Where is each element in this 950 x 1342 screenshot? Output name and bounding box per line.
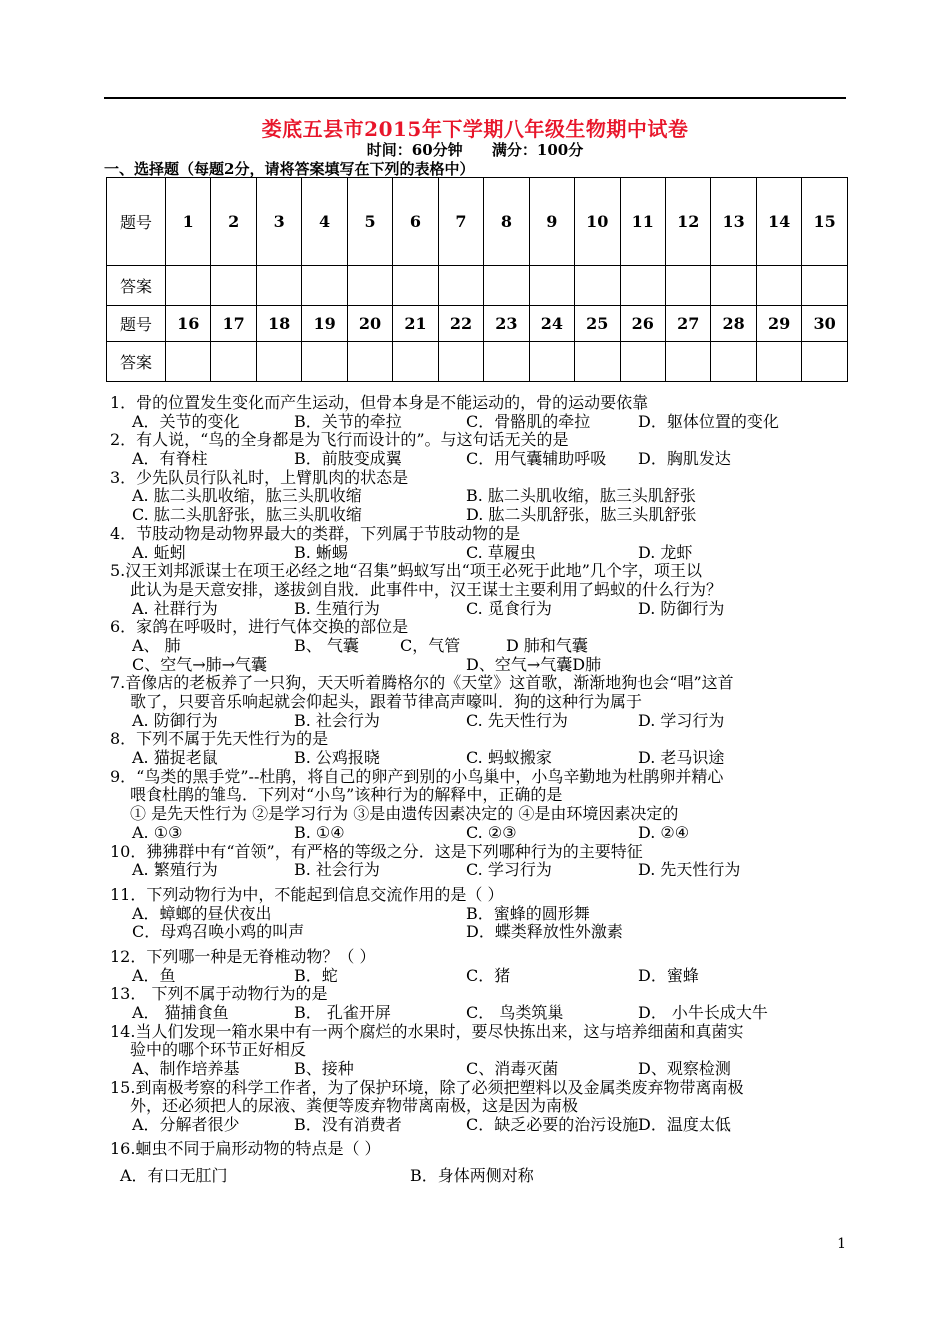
answer-option: B. 肱二头肌收缩，肱三头肌舒张 bbox=[466, 486, 696, 506]
answer-cell[interactable] bbox=[711, 342, 756, 382]
question-number-cell: 7 bbox=[438, 178, 483, 266]
option-row bbox=[110, 487, 850, 506]
answer-option: D．躯体位置的变化 bbox=[638, 411, 779, 431]
answer-option: A．有脊柱 bbox=[132, 449, 208, 469]
question-number-cell: 25 bbox=[575, 306, 620, 342]
answer-option: D. 学习行为 bbox=[638, 710, 725, 730]
question-stem: 6．家鸽在呼吸时，进行气体交换的部位是 bbox=[110, 617, 409, 637]
row-label: 题号 bbox=[107, 178, 166, 266]
answer-option: D、观察检测 bbox=[638, 1059, 731, 1079]
answer-option: C． 鸟类筑巢 bbox=[466, 1003, 564, 1022]
answer-option: B．蛇 bbox=[294, 965, 338, 985]
option-row bbox=[110, 450, 850, 469]
answer-option: A. 繁殖行为 bbox=[132, 860, 218, 880]
question-stem: 喂食杜鹃的雏鸟．下列对“小鸟”该种行为的解释中，正确的是 bbox=[130, 785, 563, 805]
answer-option: B．前肢变成翼 bbox=[294, 449, 402, 469]
option-row bbox=[110, 1167, 850, 1186]
answer-option: C、空气→肺→气囊 bbox=[132, 654, 268, 674]
answer-option: C. 草履虫 bbox=[466, 542, 536, 562]
row-label: 答案 bbox=[107, 266, 166, 306]
header-rule bbox=[104, 97, 846, 99]
answer-option: B. 社会行为 bbox=[294, 860, 380, 880]
question-stem: 验中的哪个环节正好相反 bbox=[130, 1040, 307, 1060]
question-stem: 11．下列动物行为中，不能起到信息交流作用的是（ ） bbox=[110, 884, 504, 904]
answer-cell[interactable] bbox=[484, 342, 529, 382]
exam-score: 满分：100分 bbox=[491, 141, 584, 159]
question-stem: 10．狒狒群中有“首领”，有严格的等级之分．这是下列哪种行为的主要特征 bbox=[110, 841, 643, 861]
option-row bbox=[110, 413, 850, 432]
question-stem: 4．节肢动物是动物界最大的类群，下列属于节肢动物的是 bbox=[110, 523, 521, 543]
answer-option: A．蟑螂的昼伏夜出 bbox=[132, 903, 272, 923]
answer-option: C．缺乏必要的治污设施 bbox=[466, 1115, 639, 1135]
answer-option: D．蜜蜂 bbox=[638, 965, 699, 985]
option-row bbox=[110, 824, 850, 843]
question-stem: ① 是先天性行为 ②是学习行为 ③是由遗传因素决定的 ④是由环境因素决定的 bbox=[130, 804, 679, 824]
question-stem: 1．骨的位置发生变化而产生运动，但骨本身是不能运动的，骨的运动要依靠 bbox=[110, 393, 649, 412]
answer-cell[interactable] bbox=[529, 342, 574, 382]
question-stem: 12．下列哪一种是无脊椎动物？（ ） bbox=[110, 946, 376, 966]
question-number-cell: 2 bbox=[211, 178, 256, 266]
table-row bbox=[107, 306, 848, 342]
question-number-cell: 12 bbox=[665, 178, 710, 266]
answer-cell[interactable] bbox=[256, 342, 301, 382]
answer-cell[interactable] bbox=[575, 266, 620, 306]
answer-cell[interactable] bbox=[256, 266, 301, 306]
question-number-cell: 1 bbox=[166, 178, 211, 266]
answer-cell[interactable] bbox=[166, 342, 211, 382]
question-number-cell: 26 bbox=[620, 306, 665, 342]
answer-option: C. 先天性行为 bbox=[466, 710, 568, 730]
answer-option: B、 气囊 bbox=[294, 635, 359, 655]
question-stem: 14.当人们发现一箱水果中有一两个腐烂的水果时，要尽快拣出来，这与培养细菌和真菌实 bbox=[110, 1021, 744, 1041]
answer-option: D. 先天性行为 bbox=[638, 860, 741, 880]
question-number-cell: 22 bbox=[438, 306, 483, 342]
answer-option: B. 蜥蜴 bbox=[294, 542, 348, 562]
option-row bbox=[110, 905, 850, 924]
answer-option: D． 小牛长成大牛 bbox=[638, 1003, 768, 1022]
answer-option: D 肺和气囊 bbox=[506, 635, 588, 655]
question-stem: 5.汉王刘邦派谋士在项王必经之地“召集”蚂蚁写出“项王必死于此地”几个字，项王以 bbox=[110, 561, 702, 581]
question-stem: 13． 下列不属于动物行为的是 bbox=[110, 984, 328, 1004]
exam-info bbox=[0, 139, 950, 160]
question-number-cell: 16 bbox=[166, 306, 211, 342]
option-row bbox=[110, 712, 850, 731]
answer-cell[interactable] bbox=[802, 342, 848, 382]
question-number-cell: 21 bbox=[393, 306, 438, 342]
answer-option: B．没有消费者 bbox=[294, 1115, 402, 1135]
answer-option: D. ②④ bbox=[638, 822, 690, 842]
answer-cell[interactable] bbox=[393, 266, 438, 306]
answer-option: B. 公鸡报晓 bbox=[294, 748, 380, 768]
answer-option: C，气管 bbox=[400, 635, 461, 655]
question-stem: 8．下列不属于先天性行为的是 bbox=[110, 729, 329, 749]
answer-option: A. 肱二头肌收缩，肱三头肌收缩 bbox=[132, 486, 362, 506]
answer-option: D、空气→气囊D肺 bbox=[466, 654, 602, 674]
question-stem: 7.音像店的老板养了一只狗，天天听着腾格尔的《天堂》这首歌，渐渐地狗也会“唱”这首 bbox=[110, 673, 734, 693]
question-number-cell: 19 bbox=[302, 306, 347, 342]
row-label: 答案 bbox=[107, 342, 166, 382]
answer-cell[interactable] bbox=[756, 266, 801, 306]
answer-cell[interactable] bbox=[347, 266, 392, 306]
answer-option: D．胸肌发达 bbox=[638, 449, 731, 469]
question-stem: 外，还必须把人的尿液、粪便等废弃物带离南极，这是因为南极 bbox=[130, 1096, 579, 1116]
answer-option: C. 学习行为 bbox=[466, 860, 552, 880]
option-row bbox=[110, 749, 850, 768]
option-row bbox=[110, 637, 850, 656]
answer-cell[interactable] bbox=[620, 266, 665, 306]
answer-option: D. 防御行为 bbox=[638, 598, 725, 618]
answer-cell[interactable] bbox=[438, 266, 483, 306]
option-row bbox=[110, 861, 850, 880]
answer-option: C、消毒灭菌 bbox=[466, 1059, 559, 1079]
answer-option: C．猪 bbox=[466, 965, 511, 985]
answer-cell[interactable] bbox=[302, 266, 347, 306]
question-number-cell: 15 bbox=[802, 178, 848, 266]
question-number-cell: 14 bbox=[756, 178, 801, 266]
option-row bbox=[110, 923, 850, 942]
answer-cell[interactable] bbox=[166, 266, 211, 306]
answer-option: C. 蚂蚁搬家 bbox=[466, 748, 552, 768]
option-row bbox=[110, 1060, 850, 1079]
answer-option: A. ①③ bbox=[132, 822, 183, 842]
answer-option: C. 觅食行为 bbox=[466, 598, 552, 618]
question-number-cell: 28 bbox=[711, 306, 756, 342]
answer-cell[interactable] bbox=[393, 342, 438, 382]
question-number-cell: 3 bbox=[256, 178, 301, 266]
answer-option: D. 老马识途 bbox=[638, 748, 725, 768]
answer-option: C．母鸡召唤小鸡的叫声 bbox=[132, 922, 305, 942]
question-number-cell: 20 bbox=[347, 306, 392, 342]
answer-option: D．温度太低 bbox=[638, 1115, 731, 1135]
answer-cell[interactable] bbox=[711, 266, 756, 306]
answer-option: A. 蚯蚓 bbox=[132, 542, 186, 562]
question-number-cell: 8 bbox=[484, 178, 529, 266]
answer-option: A. 防御行为 bbox=[132, 710, 218, 730]
answer-option: B、接种 bbox=[294, 1059, 354, 1079]
page-number: 1 bbox=[837, 1236, 846, 1252]
question-number-cell: 29 bbox=[756, 306, 801, 342]
answer-cell[interactable] bbox=[620, 342, 665, 382]
question-number-cell: 11 bbox=[620, 178, 665, 266]
answer-cell[interactable] bbox=[529, 266, 574, 306]
answer-cell[interactable] bbox=[802, 266, 848, 306]
question-number-cell: 5 bbox=[347, 178, 392, 266]
page-title: 娄底五县市2015年下学期八年级生物期中试卷 bbox=[261, 117, 689, 141]
answer-option: A. 猫捉老鼠 bbox=[132, 748, 218, 768]
answer-option: C．用气囊辅助呼吸 bbox=[466, 449, 607, 469]
option-row bbox=[110, 1116, 850, 1135]
answer-table bbox=[106, 177, 848, 382]
question-stem: 9．“鸟类的黑手党”--杜鹃，将自己的卵产到别的小鸟巢中，小鸟辛勤地为杜鹃卵并精心 bbox=[110, 766, 724, 786]
answer-option: B. 社会行为 bbox=[294, 710, 380, 730]
question-list bbox=[110, 394, 850, 1185]
answer-cell[interactable] bbox=[211, 342, 256, 382]
question-number-cell: 17 bbox=[211, 306, 256, 342]
question-stem: 此认为是天意安排，遂拔剑自戕．此事件中，汉王谋士主要利用了蚂蚁的什么行为？ bbox=[130, 579, 723, 599]
answer-option: D．蝶类释放性外激素 bbox=[466, 922, 623, 942]
answer-option: C．骨骼肌的牵拉 bbox=[466, 411, 591, 431]
answer-option: A、制作培养基 bbox=[132, 1059, 240, 1079]
question-number-cell: 27 bbox=[665, 306, 710, 342]
question-stem: 3．少先队员行队礼时，上臂肌肉的状态是 bbox=[110, 467, 409, 487]
option-row bbox=[110, 656, 850, 675]
question-number-cell: 24 bbox=[529, 306, 574, 342]
answer-option: B． 孔雀开屏 bbox=[294, 1003, 391, 1022]
question-number-cell: 30 bbox=[802, 306, 848, 342]
question-number-cell: 4 bbox=[302, 178, 347, 266]
option-row bbox=[110, 544, 850, 563]
answer-option: A．分解者很少 bbox=[132, 1115, 240, 1135]
question-stem: 16.蛔虫不同于扁形动物的特点是（ ） bbox=[110, 1138, 381, 1158]
answer-option: B. ①④ bbox=[294, 822, 345, 842]
answer-option: C. ②③ bbox=[466, 822, 517, 842]
exam-time: 时间：60分钟 bbox=[366, 141, 463, 159]
answer-cell[interactable] bbox=[756, 342, 801, 382]
answer-cell[interactable] bbox=[211, 266, 256, 306]
answer-cell[interactable] bbox=[438, 342, 483, 382]
answer-cell[interactable] bbox=[575, 342, 620, 382]
answer-option: A. 社群行为 bbox=[132, 598, 218, 618]
answer-option: C. 肱二头肌舒张，肱三头肌收缩 bbox=[132, 505, 362, 525]
option-row bbox=[110, 506, 850, 525]
question-number-cell: 6 bbox=[393, 178, 438, 266]
option-row bbox=[110, 600, 850, 619]
answer-cell[interactable] bbox=[484, 266, 529, 306]
question-stem: 15.到南极考察的科学工作者，为了保护环境，除了必须把塑料以及金属类废弃物带离南极 bbox=[110, 1077, 744, 1097]
table-row bbox=[107, 342, 848, 382]
answer-option: B．关节的牵拉 bbox=[294, 411, 402, 431]
answer-option: B. 生殖行为 bbox=[294, 598, 380, 618]
question-number-cell: 23 bbox=[484, 306, 529, 342]
question-number-cell: 18 bbox=[256, 306, 301, 342]
answer-option: A． 猫捕食鱼 bbox=[132, 1003, 229, 1022]
answer-option: A．鱼 bbox=[132, 965, 176, 985]
answer-option: A．有口无肛门 bbox=[120, 1165, 228, 1185]
question-number-cell: 13 bbox=[711, 178, 756, 266]
answer-cell[interactable] bbox=[665, 342, 710, 382]
answer-cell[interactable] bbox=[665, 266, 710, 306]
answer-option: D. 肱二头肌舒张，肱三头肌舒张 bbox=[466, 505, 697, 525]
question-number-cell: 9 bbox=[529, 178, 574, 266]
answer-cell[interactable] bbox=[302, 342, 347, 382]
table-row bbox=[107, 178, 848, 266]
answer-option: A．关节的变化 bbox=[132, 411, 240, 431]
question-stem: 歌了，只要音乐响起就会仰起头，跟着节律高声嚎叫．狗的这种行为属于 bbox=[130, 692, 643, 711]
answer-option: B．身体两侧对称 bbox=[410, 1165, 534, 1185]
question-number-cell: 10 bbox=[575, 178, 620, 266]
option-row bbox=[110, 967, 850, 986]
question-stem: 2．有人说，“鸟的全身都是为飞行而设计的”。与这句话无关的是 bbox=[110, 430, 569, 450]
section-heading: 一、选择题（每题2分，请将答案填写在下列的表格中） bbox=[104, 160, 475, 178]
answer-option: D. 龙虾 bbox=[638, 542, 693, 562]
answer-option: A、 肺 bbox=[132, 635, 181, 655]
table-row bbox=[107, 266, 848, 306]
answer-option: B．蜜蜂的圆形舞 bbox=[466, 903, 590, 923]
answer-cell[interactable] bbox=[347, 342, 392, 382]
option-row bbox=[110, 1004, 850, 1023]
row-label: 题号 bbox=[107, 306, 166, 342]
